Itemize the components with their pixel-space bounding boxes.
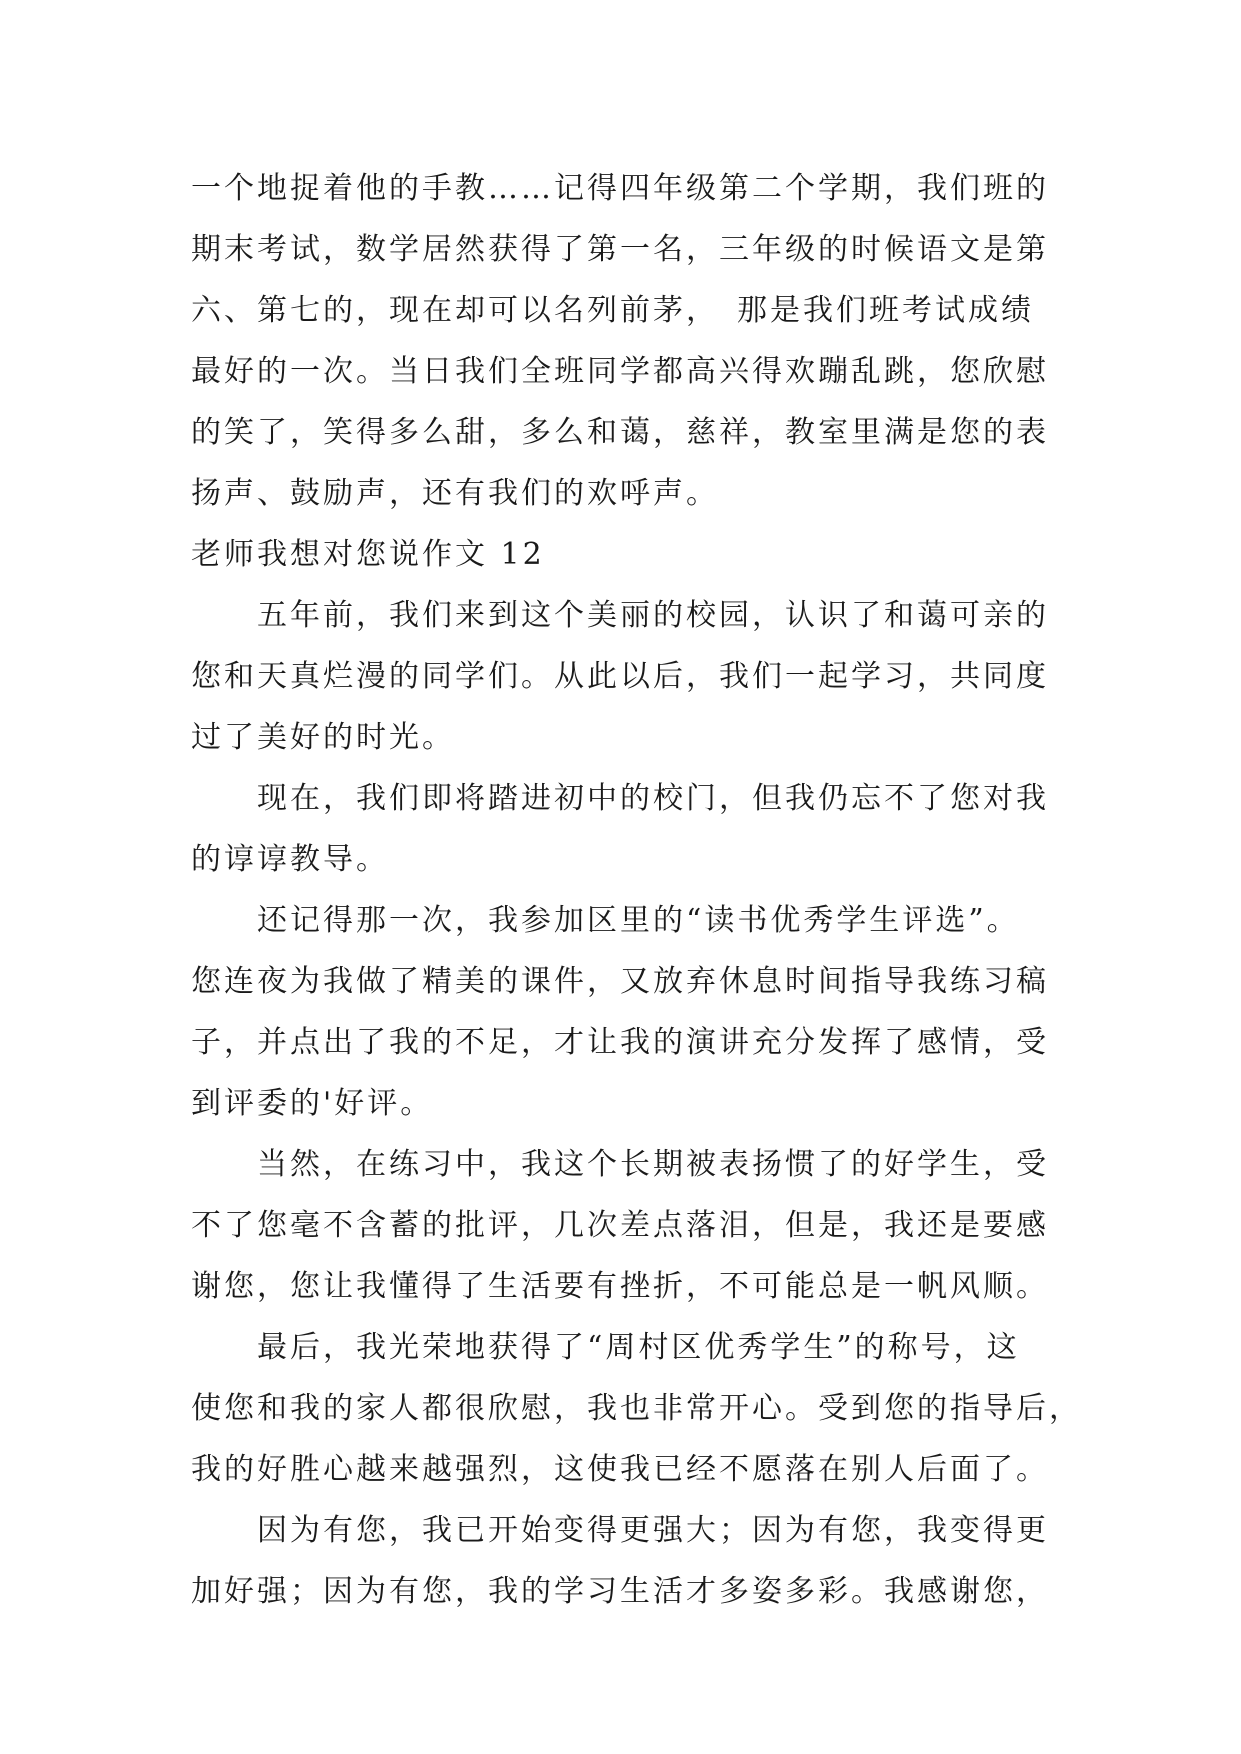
text-line: 还记得那一次，我参加区里的“读书优秀学生评选”。 — [257, 903, 1020, 938]
continued-paragraph — [191, 158, 1071, 524]
text-line: 期末考试，数学居然获得了第一名，三年级的时候语文是第 — [191, 232, 1049, 267]
text-line: 您连夜为我做了精美的课件，又放弃休息时间指导我练习稿 — [191, 964, 1049, 999]
text-line: 您和天真烂漫的同学们。从此以后，我们一起学习，共同度 — [191, 659, 1049, 694]
text-line: 的谆谆教导。 — [191, 842, 389, 877]
text-line: 扬声、鼓励声，还有我们的欢呼声。 — [191, 476, 719, 511]
text-line: 最好的一次。当日我们全班同学都高兴得欢蹦乱跳，您欣慰 — [191, 354, 1049, 389]
text-line: 的笑了，笑得多么甜，多么和蔼，慈祥，教室里满是您的表 — [191, 415, 1049, 450]
text-line: 最后，我光荣地获得了“周村区优秀学生”的称号，这 — [257, 1330, 1020, 1365]
text-line: 使您和我的家人都很欣慰，我也非常开心。受到您的指导后， — [191, 1391, 1082, 1426]
text-line: 六、第七的，现在却可以名列前茅， 那是我们班考试成绩 — [191, 293, 1034, 328]
text-line: 因为有您，我已开始变得更强大；因为有您，我变得更 — [257, 1513, 1049, 1548]
text-line: 到评委的'好评。 — [191, 1086, 434, 1121]
text-line: 现在，我们即将踏进初中的校门，但我仍忘不了您对我 — [257, 781, 1049, 816]
text-line: 一个地捉着他的手教……记得四年级第二个学期，我们班的 — [191, 171, 1049, 206]
paragraph — [191, 1500, 1071, 1622]
paragraph — [191, 1134, 1071, 1317]
text-line: 子，并点出了我的不足，才让我的演讲充分发挥了感情，受 — [191, 1025, 1049, 1060]
paragraph — [191, 1317, 1082, 1500]
text-line: 谢您，您让我懂得了生活要有挫折，不可能总是一帆风顺。 — [191, 1269, 1049, 1304]
text-line: 不了您毫不含蓄的批评，几次差点落泪，但是，我还是要感 — [191, 1208, 1049, 1243]
text-line: 我的好胜心越来越强烈，这使我已经不愿落在别人后面了。 — [191, 1452, 1049, 1487]
text-line: 加好强；因为有您，我的学习生活才多姿多彩。我感谢您， — [191, 1574, 1049, 1609]
text-line: 五年前，我们来到这个美丽的校园，认识了和蔼可亲的 — [257, 598, 1049, 633]
paragraph — [191, 890, 1071, 1134]
essay-heading: 老师我想对您说作文 12 — [191, 537, 545, 572]
paragraph — [191, 768, 1071, 890]
text-line: 当然，在练习中，我这个长期被表扬惯了的好学生，受 — [257, 1147, 1049, 1182]
text-line: 过了美好的时光。 — [191, 720, 455, 755]
paragraph — [191, 585, 1071, 768]
document-body — [191, 158, 1082, 1622]
